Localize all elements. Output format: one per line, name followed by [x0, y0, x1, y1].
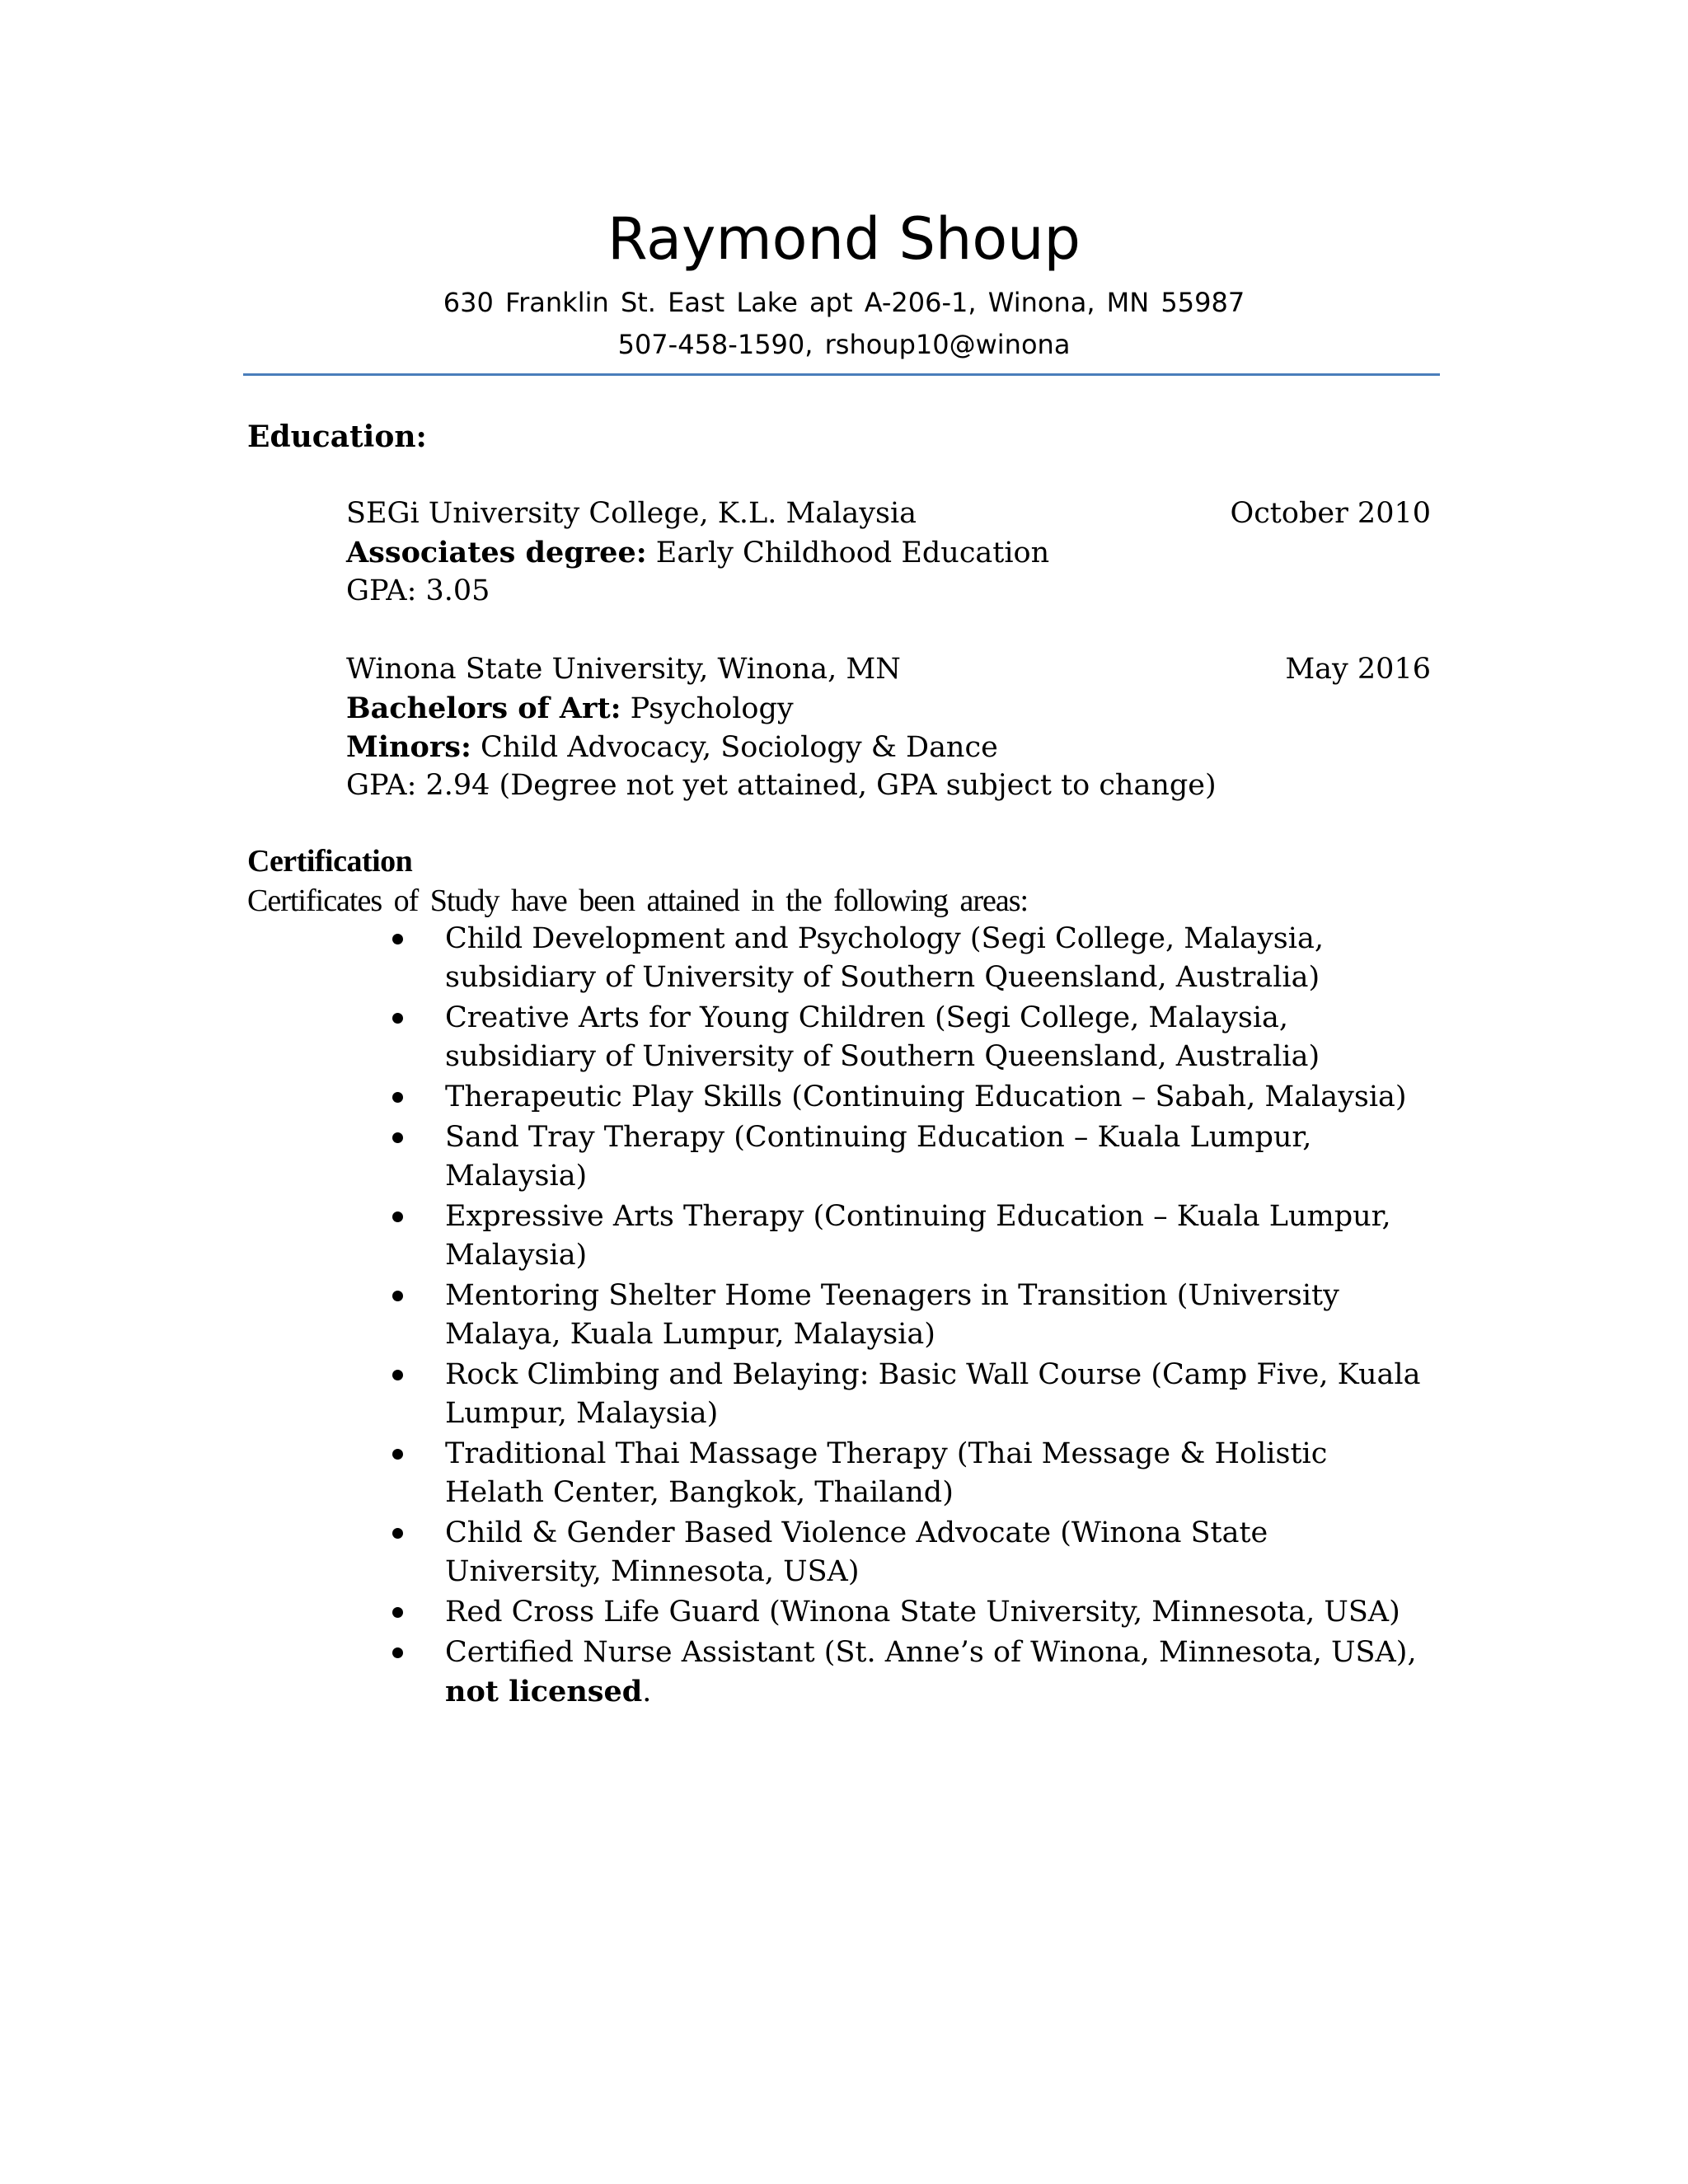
list-item: [0, 1078, 1431, 1117]
bullet-icon: [392, 1607, 403, 1618]
certificate-list: [0, 920, 1688, 1713]
list-item-text: Child Development and Psychology (Segi College, Malaysia, subsidiary of University of Southern Queensland, Australia): [445, 922, 1324, 994]
list-item: [0, 920, 1431, 997]
degree-value: Early Childhood Education: [646, 537, 1050, 569]
candidate-name: Raymond Shoup: [607, 205, 1081, 273]
list-item-text: Creative Arts for Young Children (Segi College, Malaysia, subsidiary of University of Southern Queensland, Australia): [445, 1001, 1320, 1073]
list-item-text: Rock Climbing and Belaying: Basic Wall Course (Camp Five, Kuala Lumpur, Malaysia): [445, 1358, 1421, 1430]
list-item-text: Child & Gender Based Violence Advocate (Winona State University, Minnesota, USA): [445, 1516, 1268, 1588]
bullet-icon: [392, 1291, 403, 1301]
school-name: Winona State University, Winona, MN: [346, 653, 901, 686]
list-item-end: .: [642, 1675, 652, 1708]
list-item-text: Expressive Arts Therapy (Continuing Education – Kuala Lumpur, Malaysia): [445, 1200, 1391, 1272]
list-item: [0, 1633, 1431, 1712]
bullet-icon: [392, 1647, 403, 1658]
school-line: [346, 494, 1431, 533]
degree-line: [346, 533, 1431, 572]
school-name: SEGi University College, K.L. Malaysia: [346, 497, 917, 530]
list-item: [0, 1514, 1431, 1591]
graduation-date: October 2010: [1230, 497, 1431, 530]
list-item-text: Certified Nurse Assistant (St. Anne’s of Winona, Minnesota, USA),: [445, 1636, 1417, 1669]
education-heading: Education:: [247, 419, 427, 454]
list-item: [0, 1435, 1431, 1512]
certification-heading: Certification: [247, 844, 413, 879]
education-entry-segi: [346, 494, 1431, 611]
gpa-line: GPA: 2.94 (Degree not yet attained, GPA subject to change): [346, 769, 1217, 802]
list-item-text: Therapeutic Play Skills (Continuing Education – Sabah, Malaysia): [445, 1080, 1407, 1113]
not-licensed-note: not licensed: [445, 1675, 643, 1708]
degree-label: Associates degree:: [346, 536, 647, 569]
address-line: 630 Franklin St. East Lake apt A-206-1, Winona, MN 55987: [443, 287, 1245, 318]
bullet-icon: [392, 934, 403, 944]
graduation-date: May 2016: [1285, 653, 1431, 686]
list-item-text: Traditional Thai Massage Therapy (Thai Message & Holistic Helath Center, Bangkok, Thailand): [445, 1437, 1328, 1509]
header-divider: [243, 373, 1440, 376]
bullet-icon: [392, 1528, 403, 1539]
list-item: [0, 1277, 1431, 1354]
degree-line: [346, 689, 1431, 728]
minors-value: Child Advocacy, Sociology & Dance: [471, 731, 998, 764]
minors-line: [346, 728, 1431, 766]
bullet-icon: [392, 1212, 403, 1222]
list-item-text: Mentoring Shelter Home Teenagers in Transition (University Malaya, Kuala Lumpur, Malaysia): [445, 1279, 1339, 1351]
school-line: [346, 650, 1431, 689]
list-item: [0, 1356, 1431, 1433]
gpa-line: GPA: 3.05: [346, 574, 490, 607]
bullet-icon: [392, 1092, 403, 1103]
list-item: [0, 999, 1431, 1076]
list-item-text: Sand Tray Therapy (Continuing Education – Kuala Lumpur, Malaysia): [445, 1121, 1312, 1193]
list-item: [0, 1118, 1431, 1196]
bullet-icon: [392, 1132, 403, 1143]
list-item-text: Red Cross Life Guard (Winona State University, Minnesota, USA): [445, 1596, 1400, 1629]
minors-label: Minors:: [346, 730, 471, 764]
degree-label: Bachelors of Art:: [346, 691, 621, 725]
list-item: [0, 1197, 1431, 1275]
bullet-icon: [392, 1449, 403, 1460]
bullet-icon: [392, 1370, 403, 1380]
list-item: [0, 1593, 1431, 1632]
bullet-icon: [392, 1013, 403, 1024]
education-entry-winona: [346, 650, 1431, 805]
certification-intro: Certificates of Study have been attained in the following areas:: [247, 883, 1029, 918]
phone-email-line: 507-458-1590, rshoup10@winona: [617, 329, 1071, 360]
degree-value: Psychology: [621, 692, 794, 725]
